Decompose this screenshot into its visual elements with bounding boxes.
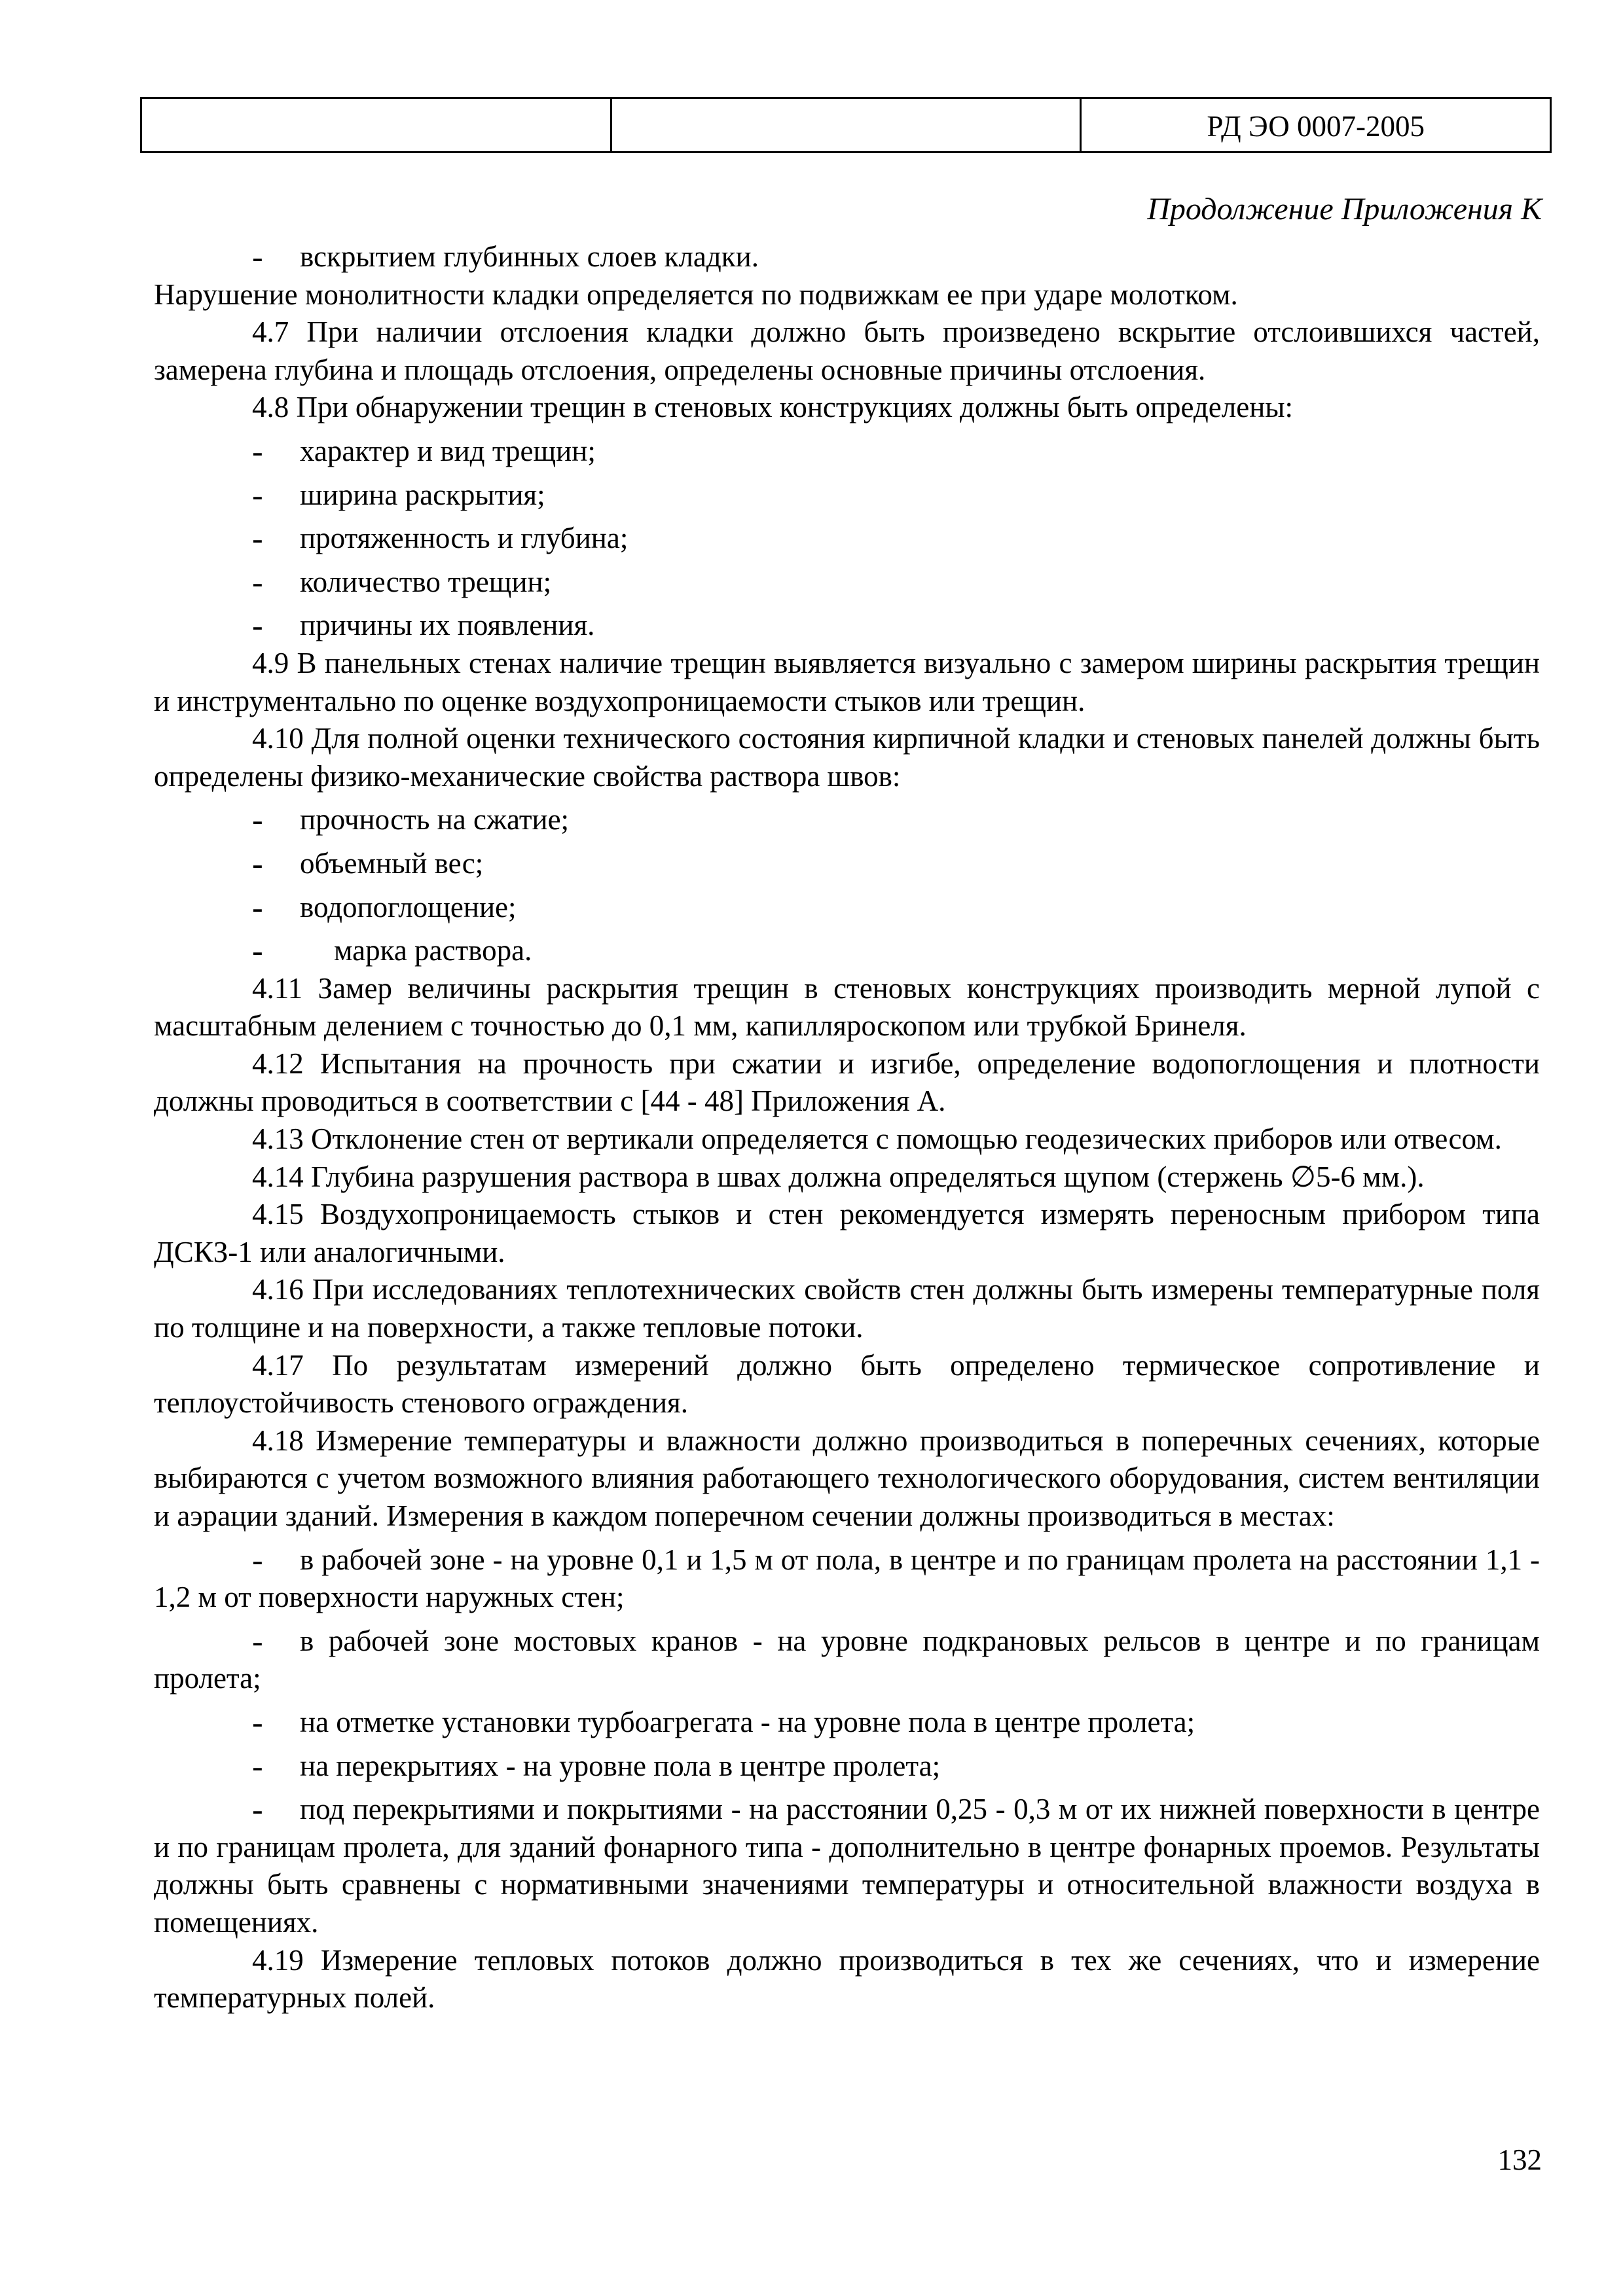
dash-marker: - (252, 844, 263, 882)
list-item-text: в рабочей зоне - на уровне 0,1 и 1,5 м от пола, в центре и по границам пролета на расстоянии 1,1 - 1,2 м от поверхности наружных стен; (154, 1543, 1540, 1614)
list-item-text: прочность на сжатие; (300, 803, 570, 836)
list-item-text: количество трещин; (300, 565, 552, 598)
clause-4-12: 4.12 Испытания на прочность при сжатии и изгибе, определение водопоглощения и плотности должны проводиться в соответствии с [44 - 48] Приложения А. (154, 1047, 1540, 1118)
dash-marker: - (252, 238, 263, 275)
list-item (154, 801, 1540, 839)
list-item (154, 1791, 1540, 1941)
list-item-text: водопоглощение; (300, 890, 517, 924)
clause-4-19: 4.19 Измерение тепловых потоков должно производиться в тех же сечениях, что и измерение температурных полей. (154, 1943, 1540, 2015)
list-item (154, 1704, 1540, 1742)
list-item (154, 1541, 1540, 1617)
dash-marker: - (252, 888, 263, 925)
list-item-text: объемный вес; (300, 846, 484, 880)
clause-4-7: 4.7 При наличии отслоения кладки должно быть произведено вскрытие отслоившихся частей, замерена глубина и площадь отслоения, определены основные причины отслоения. (154, 315, 1540, 386)
list-item-text: марка раствора. (334, 934, 532, 967)
document-body (154, 238, 1540, 2017)
list-item-text: на отметке установки турбоагрегата - на уровне пола в центре пролета; (300, 1705, 1195, 1738)
list-item (154, 845, 1540, 883)
page-number: 132 (1497, 2144, 1542, 2176)
clause-4-17: 4.17 По результатам измерений должно быть определено термическое сопротивление и теплоустойчивость стенового ограждения. (154, 1348, 1540, 1420)
list-item-text: на перекрытиях - на уровне пола в центре пролета; (300, 1749, 941, 1782)
clause-4-16: 4.16 При исследованиях теплотехнических свойств стен должны быть измерены температурные поля по толщине и на поверхности, а также тепловые потоки. (154, 1273, 1540, 1344)
list-item (154, 932, 1540, 970)
clause-4-18: 4.18 Измерение температуры и влажности должно производиться в поперечных сечениях, которые выбираются с учетом возможного влияния работающего технологического оборудования, систем вентиляции и аэрации зданий. Измерения в каждом поперечном сечении должны производиться в местах: (154, 1424, 1540, 1532)
dash-marker: - (252, 1541, 263, 1578)
list-item (154, 433, 1540, 471)
dash-marker: - (252, 1747, 263, 1784)
clause-4-14: 4.14 Глубина разрушения раствора в швах должна определяться щупом (стержень ∅5-6 мм.). (252, 1160, 1425, 1193)
header-cell-middle (611, 98, 1081, 152)
list-item (154, 889, 1540, 927)
list-item-text: вскрытием глубинных слоев кладки. (300, 240, 759, 273)
clause-4-13: 4.13 Отклонение стен от вертикали определяется с помощью геодезических приборов или отвесом. (252, 1122, 1502, 1156)
list-item-text: под перекрытиями и покрытиями - на расстоянии 0,25 - 0,3 м от их нижней поверхности в центре и по границам пролета, для зданий фонарного типа - дополнительно в центре фонарных проемов. Результаты должны быть сравнены с нормативными значениями температуры и относительной влажности воздуха в помещениях. (154, 1793, 1540, 1939)
list-item-text: характер и вид трещин; (300, 434, 596, 467)
clause-4-10: 4.10 Для полной оценки технического состояния кирпичной кладки и стеновых панелей должны быть определены физико-механические свойства раствора швов: (154, 722, 1540, 793)
annex-continuation-label: Продолжение Приложения К (1147, 192, 1542, 226)
dash-marker: - (252, 607, 263, 644)
list-item (154, 607, 1540, 645)
dash-marker: - (252, 1791, 263, 1828)
list-item (154, 238, 1540, 276)
dash-marker: - (252, 432, 263, 469)
clause-4-11: 4.11 Замер величины раскрытия трещин в стеновых конструкциях производить мерной лупой с масштабным делением с точностью до 0,1 мм, капилляроскопом или трубкой Бринеля. (154, 971, 1540, 1043)
document-code: РД ЭО 0007-2005 (1081, 98, 1551, 152)
list-item-text: причины их появления. (300, 609, 595, 642)
list-item (154, 520, 1540, 558)
dash-marker: - (252, 1622, 263, 1659)
list-item (154, 1623, 1540, 1698)
dash-marker: - (252, 1703, 263, 1740)
paragraph: Нарушение монолитности кладки определяется по подвижкам ее при ударе молотком. (154, 278, 1238, 311)
dash-marker: - (252, 520, 263, 557)
dash-marker: - (252, 563, 263, 600)
list-item (154, 1748, 1540, 1785)
list-item-text: в рабочей зоне мостовых кранов - на уровне подкрановых рельсов в центре и по границам пролета; (154, 1624, 1540, 1695)
list-item-text: ширина раскрытия; (300, 478, 545, 511)
document-header-table (140, 97, 1552, 153)
clause-4-8: 4.8 При обнаружении трещин в стеновых конструкциях должны быть определены: (252, 391, 1294, 424)
dash-marker: - (252, 476, 263, 513)
clause-4-15: 4.15 Воздухопроницаемость стыков и стен рекомендуется измерять переносным прибором типа ДСКЗ-1 или аналогичными. (154, 1198, 1540, 1268)
clause-4-9: 4.9 В панельных стенах наличие трещин выявляется визуально с замером ширины раскрытия трещин и инструментально по оценке воздухопроницаемости стыков или трещин. (154, 646, 1540, 717)
header-cell-left (141, 98, 611, 152)
dash-marker: - (252, 932, 263, 969)
list-item-text: протяженность и глубина; (300, 522, 629, 555)
list-item (154, 564, 1540, 601)
list-item (154, 476, 1540, 514)
dash-marker: - (252, 801, 263, 838)
